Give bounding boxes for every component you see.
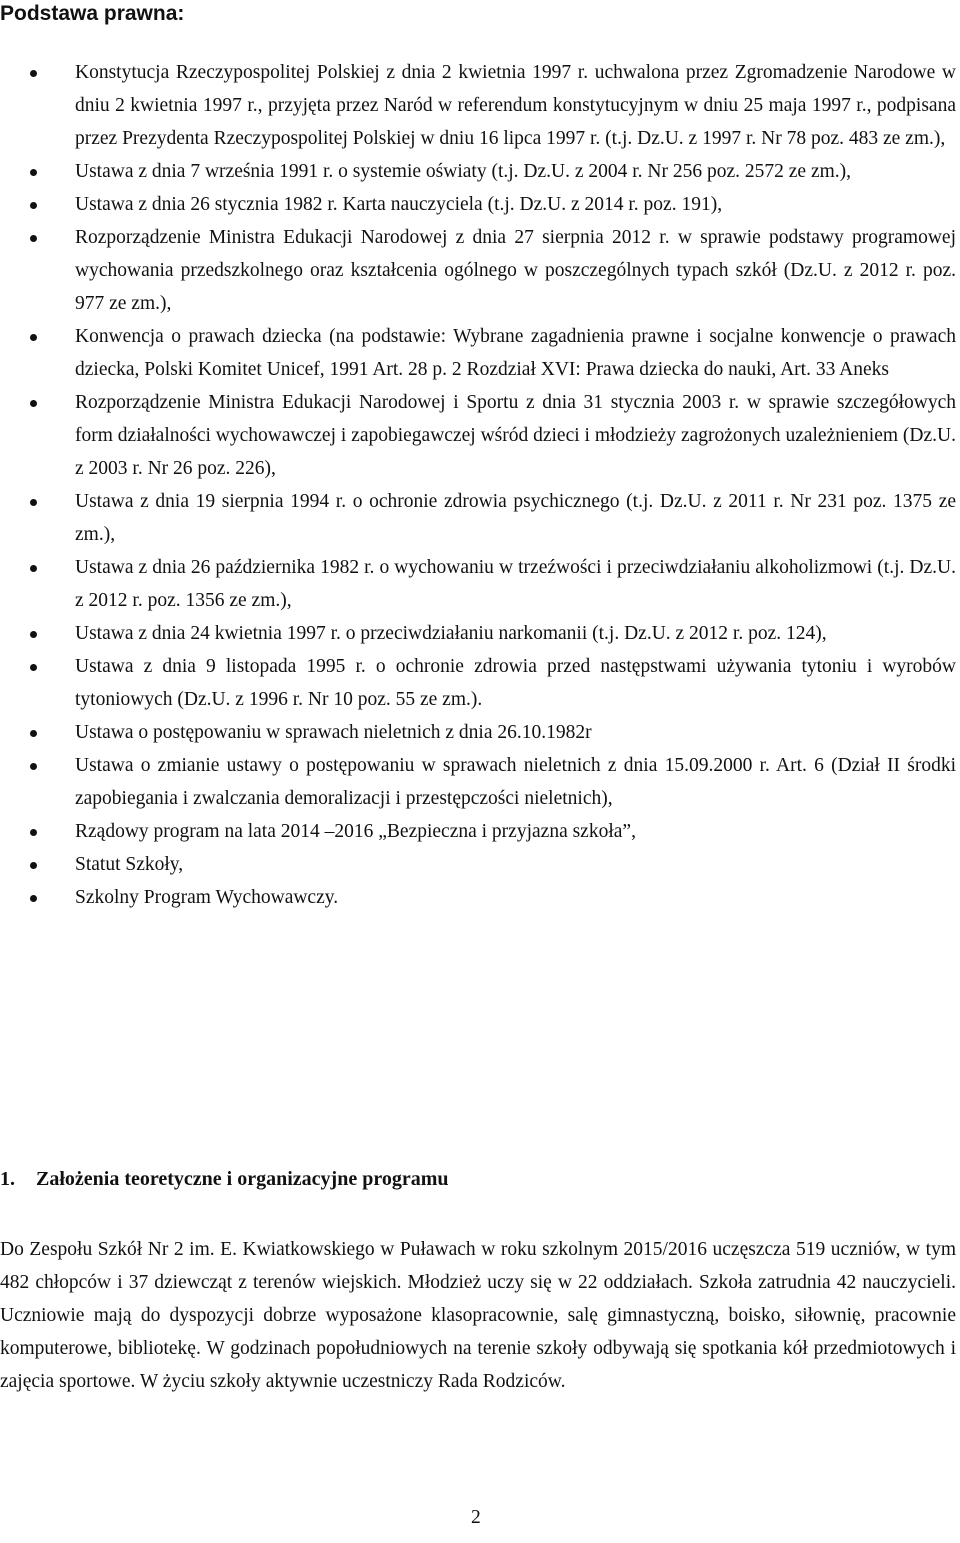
list-item-text: Ustawa z dnia 26 stycznia 1982 r. Karta nauczyciela (t.j. Dz.U. z 2014 r. poz. 191), <box>75 194 723 215</box>
bullet-icon <box>30 631 37 638</box>
list-item-text: Rządowy program na lata 2014 –2016 „Bezpieczna i przyjazna szkoła”, <box>75 821 636 842</box>
bullet-icon <box>30 763 37 770</box>
list-item <box>0 386 956 485</box>
list-item <box>0 881 956 914</box>
list-item <box>0 716 956 749</box>
section-title <box>0 1168 449 1191</box>
bullet-icon <box>30 829 37 836</box>
list-item-text: Ustawa o postępowaniu w sprawach nieletnich z dnia 26.10.1982r <box>75 722 592 743</box>
list-item-text: Szkolny Program Wychowawczy. <box>75 887 339 908</box>
bullet-icon <box>30 235 37 242</box>
bullet-icon <box>30 862 37 869</box>
list-item <box>0 56 956 155</box>
page-number: 2 <box>471 1507 481 1528</box>
list-item <box>0 485 956 551</box>
bullet-icon <box>30 334 37 341</box>
list-item <box>0 155 956 188</box>
list-item-text: Ustawa z dnia 9 listopada 1995 r. o ochronie zdrowia przed następstwami używania tytoniu i wyrobów tytoniowych (Dz.U. z 1996 r. Nr 10 poz. 55 ze zm.). <box>75 656 956 710</box>
section-title-text: Założenia teoretyczne i organizacyjne programu <box>36 1168 449 1190</box>
list-item <box>0 221 956 320</box>
list-item-text: Ustawa z dnia 24 kwietnia 1997 r. o przeciwdziałaniu narkomanii (t.j. Dz.U. z 2012 r. poz. 124), <box>75 623 827 644</box>
bullet-icon <box>30 730 37 737</box>
list-item-text: Ustawa z dnia 7 września 1991 r. o systemie oświaty (t.j. Dz.U. z 2004 r. Nr 256 poz. 2572 ze zm.), <box>75 161 852 182</box>
list-item-text: Konstytucja Rzeczypospolitej Polskiej z dnia 2 kwietnia 1997 r. uchwalona przez Zgromadzenie Narodowe w dniu 2 kwietnia 1997 r., przyjęta przez Naród w referendum konstytucyjnym w dniu 25 maja 1997 r., podpisana przez Prezydenta Rzeczypospolitej Polskiej w dniu 16 lipca 1997 r. (t.j. Dz.U. z 1997 r. Nr 78 poz. 483 ze zm.), <box>75 62 956 149</box>
legal-basis-heading: Podstawa prawna: <box>0 2 185 25</box>
list-item <box>0 815 956 848</box>
bullet-icon <box>30 70 37 77</box>
list-item-text: Statut Szkoły, <box>75 854 184 875</box>
list-item-text: Ustawa z dnia 26 października 1982 r. o wychowaniu w trzeźwości i przeciwdziałaniu alkoholizmowi (t.j. Dz.U. z 2012 r. poz. 1356 ze zm.), <box>75 557 956 611</box>
bullet-icon <box>30 895 37 902</box>
bullet-icon <box>30 169 37 176</box>
list-item <box>0 551 956 617</box>
body-paragraph: Do Zespołu Szkół Nr 2 im. E. Kwiatkowskiego w Puławach w roku szkolnym 2015/2016 uczęszcza 519 uczniów, w tym 482 chłopców i 37 dziewcząt z terenów wiejskich. Młodzież uczy się w 22 oddziałach. Szkoła zatrudnia 42 nauczycieli. Uczniowie mają do dyspozycji dobrze wyposażone klasopracownie, salę gimnastyczną, boisko, siłownię, pracownie komputerowe, bibliotekę. W godzinach popołudniowych na terenie szkoły odbywają się spotkania kół przedmiotowych i zajęcia sportowe. W życiu szkoły aktywnie uczestniczy Rada Rodziców. <box>0 1239 956 1392</box>
bullet-icon <box>30 664 37 671</box>
list-item <box>0 188 956 221</box>
bullet-icon <box>30 499 37 506</box>
list-item-text: Ustawa o zmianie ustawy o postępowaniu w sprawach nieletnich z dnia 15.09.2000 r. Art. 6 (Dział II środki zapobiegania i zwalczania demoralizacji i przestępczości nieletnich), <box>75 755 956 809</box>
list-item-text: Rozporządzenie Ministra Edukacji Narodowej z dnia 27 sierpnia 2012 r. w sprawie podstawy programowej wychowania przedszkolnego oraz kształcenia ogólnego w poszczególnych typach szkół (Dz.U. z 2012 r. poz. 977 ze zm.), <box>75 227 956 314</box>
bullet-icon <box>30 565 37 572</box>
list-item <box>0 650 956 716</box>
bullet-icon <box>30 202 37 209</box>
list-item-text: Konwencja o prawach dziecka (na podstawie: Wybrane zagadnienia prawne i socjalne konwencje o prawach dziecka, Polski Komitet Unicef, 1991 Art. 28 p. 2 Rozdział XVI: Prawa dziecka do nauki, Art. 33 Aneks <box>75 326 956 380</box>
section-number: 1. <box>0 1168 15 1190</box>
legal-basis-list <box>0 56 956 914</box>
list-item-text: Ustawa z dnia 19 sierpnia 1994 r. o ochronie zdrowia psychicznego (t.j. Dz.U. z 2011 r. Nr 231 poz. 1375 ze zm.), <box>75 491 956 545</box>
list-item <box>0 749 956 815</box>
list-item <box>0 617 956 650</box>
list-item <box>0 848 956 881</box>
list-item-text: Rozporządzenie Ministra Edukacji Narodowej i Sportu z dnia 31 stycznia 2003 r. w sprawie szczegółowych form działalności wychowawczej i zapobiegawczej wśród dzieci i młodzieży zagrożonych uzależnieniem (Dz.U. z 2003 r. Nr 26 poz. 226), <box>75 392 956 479</box>
list-item <box>0 320 956 386</box>
bullet-icon <box>30 400 37 407</box>
